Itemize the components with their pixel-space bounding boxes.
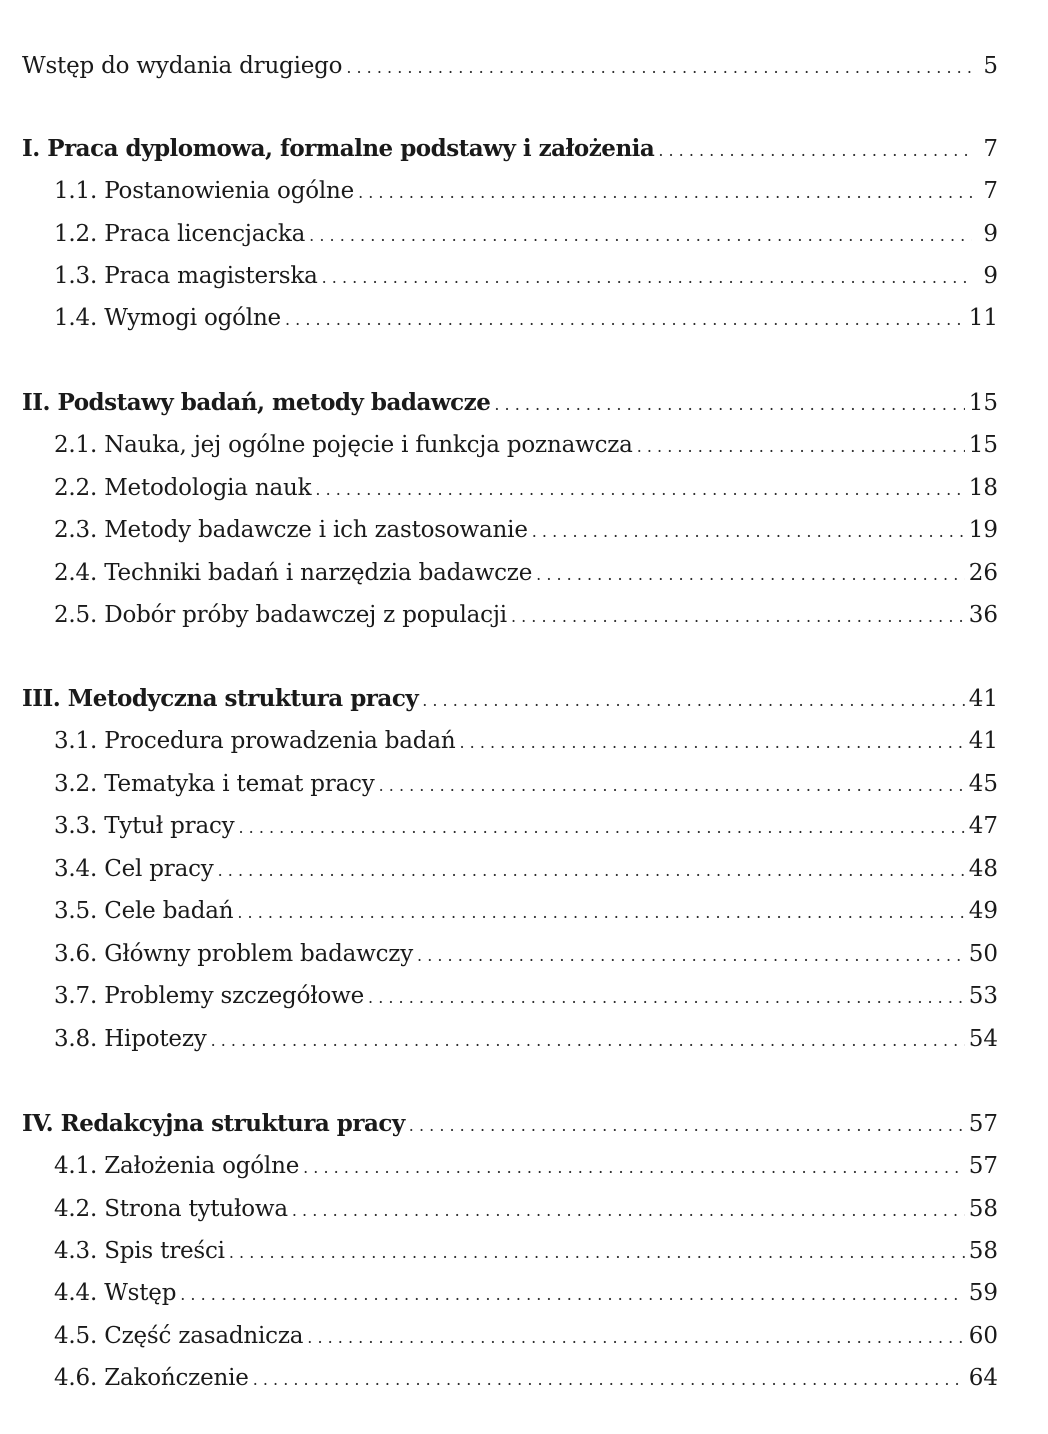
toc-entry-label: 4.5. Część zasadnicza bbox=[54, 1323, 304, 1349]
dot-leader bbox=[459, 723, 964, 763]
toc-page-number: 19 bbox=[968, 517, 998, 543]
toc-item-row bbox=[0, 1146, 1048, 1186]
toc-item-row bbox=[0, 1273, 1048, 1313]
toc-item-row bbox=[0, 214, 1048, 254]
toc-item-row bbox=[0, 891, 1048, 931]
toc-entry-label: 3.6. Główny problem badawczy bbox=[54, 941, 414, 967]
toc-page-number: 36 bbox=[968, 602, 998, 628]
dot-leader bbox=[368, 978, 965, 1018]
toc-page-number: 26 bbox=[968, 560, 998, 586]
toc-page-number: 58 bbox=[968, 1196, 998, 1222]
dot-leader bbox=[637, 427, 965, 467]
toc-intro-entry[interactable] bbox=[22, 46, 998, 86]
toc-page-number: 5 bbox=[983, 53, 998, 79]
toc-item-entry[interactable] bbox=[54, 1019, 998, 1059]
toc-entry-label: 1.3. Praca magisterska bbox=[54, 263, 318, 289]
dot-leader bbox=[285, 300, 965, 340]
toc-page-number: 54 bbox=[968, 1026, 998, 1052]
dot-leader bbox=[536, 555, 965, 595]
toc-entry-label: 4.4. Wstęp bbox=[54, 1280, 177, 1306]
toc-item-entry[interactable] bbox=[54, 510, 998, 550]
dot-leader bbox=[309, 216, 972, 256]
toc-page-number: 47 bbox=[968, 813, 998, 839]
dot-leader bbox=[379, 766, 965, 806]
toc-page-number: 57 bbox=[968, 1111, 998, 1137]
toc-item-row bbox=[0, 468, 1048, 508]
toc-entry-label: 3.4. Cel pracy bbox=[54, 856, 214, 882]
toc-page-number: 18 bbox=[968, 475, 998, 501]
toc-item-entry[interactable] bbox=[54, 806, 998, 846]
toc-entry-label: 4.2. Strona tytułowa bbox=[54, 1196, 288, 1222]
toc-entry-label: 3.7. Problemy szczegółowe bbox=[54, 983, 365, 1009]
toc-entry-label: 1.4. Wymogi ogólne bbox=[54, 305, 281, 331]
toc-item-entry[interactable] bbox=[54, 934, 998, 974]
toc-item-entry[interactable] bbox=[54, 1316, 998, 1356]
toc-chapter-entry[interactable] bbox=[22, 129, 998, 169]
toc-item-row bbox=[0, 510, 1048, 550]
toc-item-row bbox=[0, 256, 1048, 296]
toc-page-number: 9 bbox=[983, 263, 998, 289]
toc-chapter-row bbox=[0, 129, 1048, 169]
toc-page-number: 50 bbox=[968, 941, 998, 967]
toc-entry-label: 2.2. Metodologia nauk bbox=[54, 475, 312, 501]
toc-chapter-entry[interactable] bbox=[22, 1104, 998, 1144]
toc-entry-label: 3.5. Cele badań bbox=[54, 898, 234, 924]
toc-item-row bbox=[0, 721, 1048, 761]
dot-leader bbox=[238, 808, 964, 848]
toc-page-number: 15 bbox=[968, 432, 998, 458]
toc-entry-label: 1.2. Praca licencjacka bbox=[54, 221, 306, 247]
dot-leader bbox=[303, 1148, 965, 1188]
toc-intro-row bbox=[0, 46, 1048, 86]
toc-item-entry[interactable] bbox=[54, 721, 998, 761]
dot-leader bbox=[358, 173, 972, 213]
toc-page-number: 7 bbox=[983, 136, 998, 162]
toc-page-number: 11 bbox=[968, 305, 998, 331]
toc-entry-label: 2.1. Nauka, jej ogólne pojęcie i funkcja poznawcza bbox=[54, 432, 633, 458]
toc-item-entry[interactable] bbox=[54, 1358, 998, 1398]
toc-entry-label: 3.3. Tytuł pracy bbox=[54, 813, 235, 839]
toc-chapter-label: II. Podstawy badań, metody badawcze bbox=[22, 389, 491, 416]
dot-leader bbox=[658, 131, 972, 171]
toc-item-entry[interactable] bbox=[54, 976, 998, 1016]
toc-chapter-row bbox=[0, 679, 1048, 719]
toc-item-entry[interactable] bbox=[54, 1231, 998, 1271]
toc-page-number: 58 bbox=[968, 1238, 998, 1264]
toc-item-row bbox=[0, 934, 1048, 974]
toc-item-row bbox=[0, 298, 1048, 338]
toc-page-number: 15 bbox=[968, 390, 998, 416]
toc-item-row bbox=[0, 595, 1048, 635]
toc-page-number: 49 bbox=[968, 898, 998, 924]
toc-entry-label: 2.4. Techniki badań i narzędzia badawcze bbox=[54, 560, 533, 586]
toc-page-number: 48 bbox=[968, 856, 998, 882]
dot-leader bbox=[237, 893, 964, 933]
toc-item-entry[interactable] bbox=[54, 1189, 998, 1229]
dot-leader bbox=[292, 1191, 965, 1231]
toc-item-row bbox=[0, 976, 1048, 1016]
dot-leader bbox=[494, 385, 964, 425]
toc-item-entry[interactable] bbox=[54, 298, 998, 338]
dot-leader bbox=[511, 597, 965, 637]
toc-entry-label: 4.1. Założenia ogólne bbox=[54, 1153, 300, 1179]
toc-page-number: 57 bbox=[968, 1153, 998, 1179]
toc-page-number: 59 bbox=[968, 1280, 998, 1306]
toc-page-number: 41 bbox=[968, 686, 998, 712]
toc-item-entry[interactable] bbox=[54, 553, 998, 593]
toc-item-entry[interactable] bbox=[54, 425, 998, 465]
toc-entry-label: 4.3. Spis treści bbox=[54, 1238, 225, 1264]
toc-chapter-row bbox=[0, 1104, 1048, 1144]
dot-leader bbox=[211, 1021, 965, 1061]
toc-page-number: 41 bbox=[968, 728, 998, 754]
toc-chapter-label: III. Metodyczna struktura pracy bbox=[22, 685, 419, 712]
toc-entry-label: 2.3. Metody badawcze i ich zastosowanie bbox=[54, 517, 528, 543]
toc-chapter-entry[interactable] bbox=[22, 383, 998, 423]
toc-page-number: 45 bbox=[968, 771, 998, 797]
toc-item-entry[interactable] bbox=[54, 214, 998, 254]
toc-item-row bbox=[0, 1358, 1048, 1398]
dot-leader bbox=[417, 936, 965, 976]
dot-leader bbox=[409, 1106, 965, 1146]
toc-page-number: 9 bbox=[983, 221, 998, 247]
toc-item-row bbox=[0, 425, 1048, 465]
toc-item-row bbox=[0, 1231, 1048, 1271]
toc-item-entry[interactable] bbox=[54, 891, 998, 931]
dot-leader bbox=[180, 1275, 964, 1315]
toc-item-entry[interactable] bbox=[54, 764, 998, 804]
toc-item-entry[interactable] bbox=[54, 171, 998, 211]
dot-leader bbox=[253, 1360, 965, 1400]
toc-item-row bbox=[0, 1189, 1048, 1229]
toc-item-row bbox=[0, 806, 1048, 846]
toc-page-number: 53 bbox=[968, 983, 998, 1009]
dot-leader bbox=[322, 258, 972, 298]
toc-chapter-row bbox=[0, 383, 1048, 423]
toc-item-row bbox=[0, 764, 1048, 804]
dot-leader bbox=[307, 1318, 964, 1358]
toc-item-entry[interactable] bbox=[54, 1273, 998, 1313]
toc-entry-label: 2.5. Dobór próby badawczej z populacji bbox=[54, 602, 507, 628]
toc-chapter-entry[interactable] bbox=[22, 679, 998, 719]
toc-item-row bbox=[0, 1316, 1048, 1356]
dot-leader bbox=[346, 48, 972, 88]
toc-page-number: 64 bbox=[968, 1365, 998, 1391]
toc-chapter-label: I. Praca dyplomowa, formalne podstawy i założenia bbox=[22, 135, 655, 162]
toc-item-row bbox=[0, 171, 1048, 211]
dot-leader bbox=[532, 512, 965, 552]
dot-leader bbox=[229, 1233, 965, 1273]
toc-page-number: 7 bbox=[983, 178, 998, 204]
dot-leader bbox=[218, 851, 965, 891]
toc-item-row bbox=[0, 553, 1048, 593]
toc-item-entry[interactable] bbox=[54, 256, 998, 296]
toc-item-row bbox=[0, 1019, 1048, 1059]
toc-item-entry[interactable] bbox=[54, 849, 998, 889]
toc-entry-label: 1.1. Postanowienia ogólne bbox=[54, 178, 355, 204]
dot-leader bbox=[315, 470, 964, 510]
toc-item-row bbox=[0, 849, 1048, 889]
toc-entry-label: 3.2. Tematyka i temat pracy bbox=[54, 771, 375, 797]
toc-chapter-label: IV. Redakcyjna struktura pracy bbox=[22, 1110, 405, 1137]
toc-item-entry[interactable] bbox=[54, 1146, 998, 1186]
dot-leader bbox=[422, 681, 965, 721]
toc-item-entry[interactable] bbox=[54, 468, 998, 508]
toc-page-number: 60 bbox=[968, 1323, 998, 1349]
toc-item-entry[interactable] bbox=[54, 595, 998, 635]
toc-entry-label: 4.6. Zakończenie bbox=[54, 1365, 249, 1391]
toc-entry-label: 3.1. Procedura prowadzenia badań bbox=[54, 728, 456, 754]
toc-entry-label: Wstęp do wydania drugiego bbox=[22, 53, 343, 79]
toc-entry-label: 3.8. Hipotezy bbox=[54, 1026, 207, 1052]
